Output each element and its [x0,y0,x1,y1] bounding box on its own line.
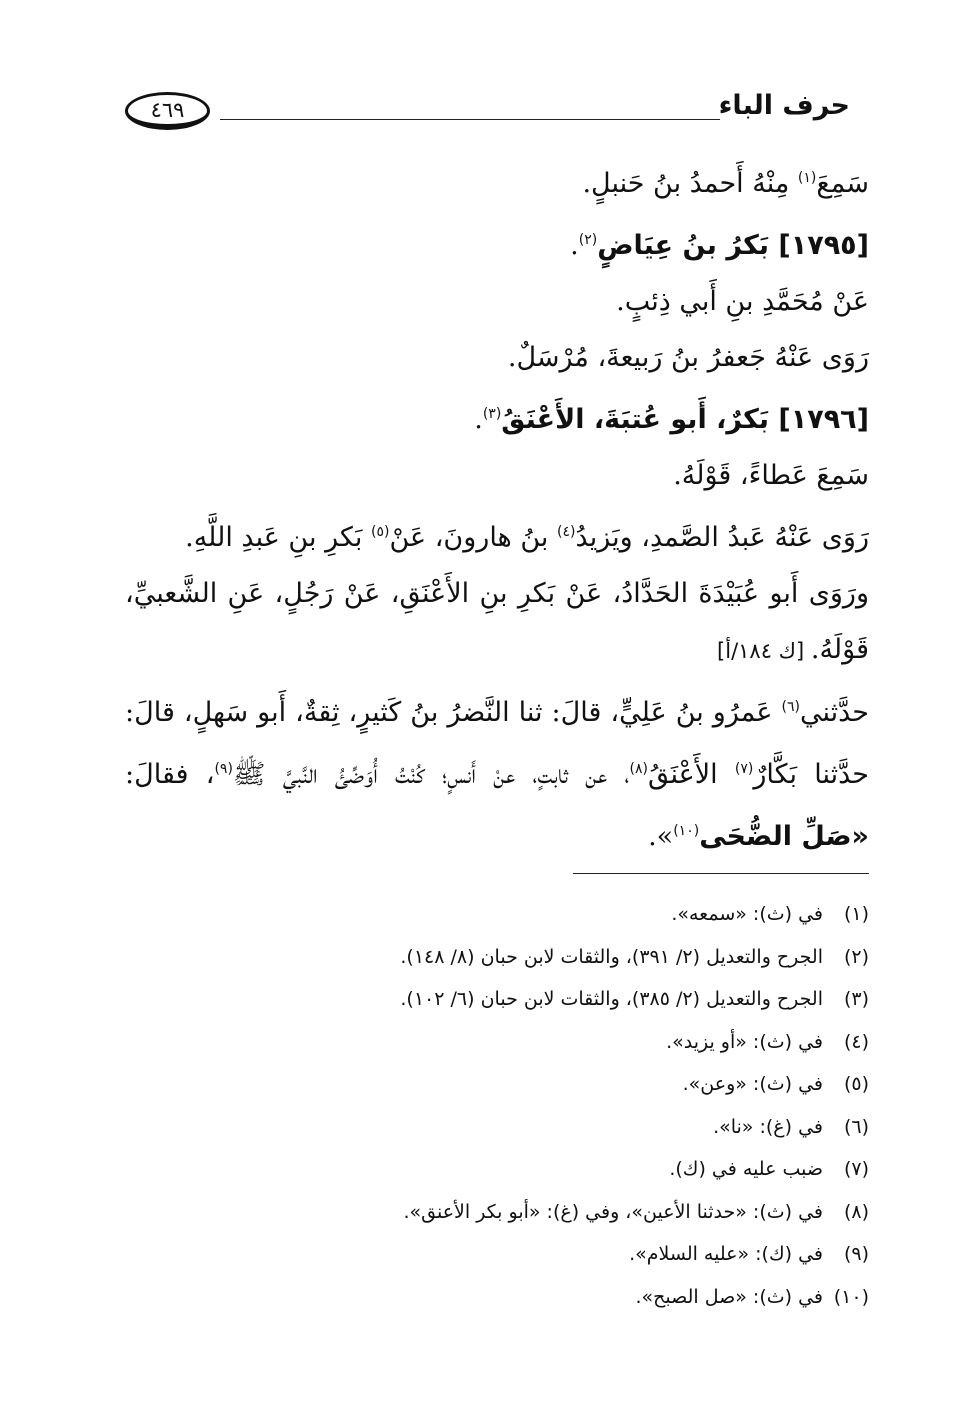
page-number: ٤٦٩ [125,92,210,130]
text-segment: عَمرُو بنُ عَلِيٍّ، قالَ: ثنا النَّضرُ بنُ كَثيرٍ، ثِقةٌ، أَبو سَهلٍ، قالَ: [125,697,782,728]
text-segment: . [570,230,579,261]
entry-title: [١٧٩٦] بَكرٌ، أَبو عُتبَةَ، الأَعْنَقُ [501,404,869,435]
footnote-text: الجرح والتعديل (٢/ ٣٨٥)، والثقات لابن حبان (٦/ ١٠٢). [400,988,823,1010]
text-line [125,741,869,803]
text-line: ورَوَى أَبو عُبَيْدَةَ الحَدَّادُ، عَنْ بَكرِ بنِ الأَعْنَقِ، عَنْ رَجُلٍ، عَنِ الشَّعبيِّ، [125,578,869,609]
footnote-text: في (ث): «صل الصبح». [635,1285,823,1308]
footnote-text: في (غ): «نا». [713,1115,823,1138]
text-segment: ، عن ثابتٍ، عنْ أَنسٍ؛ كُنْتُ أُوَضِّئُ النَّبيَّ ﷺ [232,759,630,790]
text-segment: قَوْلَهُ. [810,634,869,665]
footnote [125,1021,869,1064]
footnotes [125,893,869,1318]
footnote-marker: (٢) [578,232,598,248]
footnote-text: الجرح والتعديل (٢/ ٣٩١)، والثقات لابن حبان (٨/ ١٤٨). [400,945,823,968]
entry-heading [125,386,869,448]
text-segment: الأَعْنَقُ [647,759,735,790]
footnote-marker: (٦) [781,699,800,715]
footnote-number: (٣) [843,988,869,1010]
footnote-number: (٤) [843,1030,869,1053]
text-line [125,679,869,741]
text-segment: . [474,404,483,435]
text-segment: حدَّثنا بَكَّارٌ [753,759,869,790]
footnote [125,1233,869,1276]
footnote [125,1191,869,1234]
footnote-marker: (٧) [734,761,754,777]
entry-title: [١٧٩٥] بَكرُ بنُ عِيَاضٍ [597,230,869,261]
text-line [125,803,869,865]
manuscript-reference: [ك ١٨٤/أ] [717,639,811,663]
text-segment: بنُ هارونَ، عَنْ [389,522,558,553]
text-segment: حدَّثني [799,697,869,728]
page-header [125,88,850,143]
footnote [125,1148,869,1191]
footnote-marker: (١) [797,170,817,186]
footnote [125,936,869,979]
text-line: سَمِعَ عَطاءً، قَوْلَهُ. [673,460,869,491]
footnote-text: في (ث): «حدثنا الأعين»، وفي (غ): «أبو بكر الأعنق». [403,1200,823,1223]
footnote-marker: (٣) [482,406,502,422]
footnote-number: (٢) [843,945,869,968]
entry-heading [125,212,869,274]
footnote [125,1106,869,1149]
text-line: رَوَى عَنْهُ جَعفرُ بنُ رَبيعةَ، مُرْسَلٌ. [507,342,869,373]
footnote [125,978,869,1021]
text-segment: سَمِعَ [816,168,869,199]
footnote [125,1276,869,1319]
footnote-number: (١٠) [833,1285,869,1308]
footnote-text: في (ك): «عليه السلام». [629,1243,823,1265]
chapter-title: حرف الباء [718,90,850,121]
footnote-text: ضبب عليه في (ك). [669,1158,823,1180]
text-line [125,150,869,212]
text-segment: رَوَى عَنْهُ عَبدُ الصَّمدِ، ويَزيدُ [575,522,869,553]
footnote-marker: (١٠) [673,823,700,839]
footnote-text: في (ث): «وعن». [682,1073,823,1095]
text-line [125,504,869,566]
text-segment: ». [648,821,674,852]
hadith-quote: «صَلِّ الضُّحَى [699,821,869,852]
footnote-text: في (ث): «سمعه». [671,903,823,925]
footnote-separator [573,873,869,874]
footnote-number: (٨) [843,1200,869,1223]
footnote-marker: (٩) [214,761,233,777]
footnote [125,893,869,936]
text-segment: مِنْهُ أَحمدُ بنُ حَنبلٍ. [582,168,798,199]
footnote [125,1063,869,1106]
header-rule [220,119,720,120]
text-segment: ، فقالَ: [125,759,215,790]
footnote-number: (٩) [843,1243,869,1265]
text-line: عَنْ مُحَمَّدِ بنِ أَبي ذِئبٍ. [616,286,869,317]
text-line [125,622,869,679]
footnote-marker: (٤) [557,524,576,540]
footnote-text: في (ث): «أو يزيد». [666,1030,823,1053]
text-segment: بَكرِ بنِ عَبدِ اللَّهِ. [185,522,371,553]
main-text [125,150,869,865]
footnote-number: (١) [843,903,869,925]
footnote-number: (٧) [843,1158,869,1180]
footnote-number: (٥) [843,1073,869,1095]
footnote-marker: (٥) [371,524,390,540]
footnote-number: (٦) [843,1115,869,1138]
footnote-marker: (٨) [629,761,648,777]
